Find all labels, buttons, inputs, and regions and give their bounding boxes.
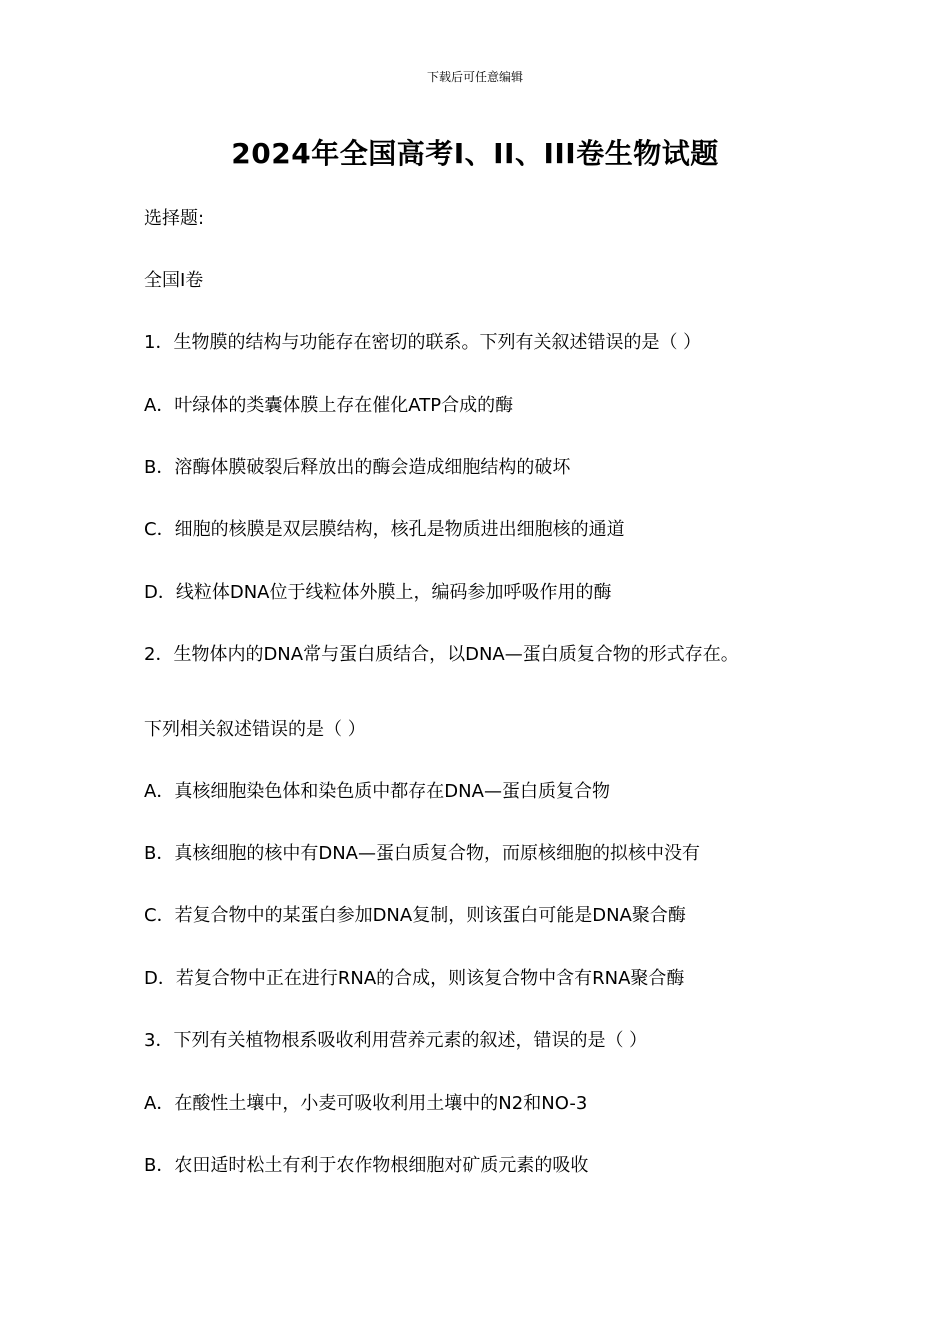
question-2-option-d: D．若复合物中正在进行RNA的合成，则该复合物中含有RNA聚合酶 xyxy=(144,968,685,989)
question-2-stem: 2．生物体内的DNA常与蛋白质结合，以DNA—蛋白质复合物的形式存在。 xyxy=(144,644,739,665)
question-1-option-b: B．溶酶体膜破裂后释放出的酶会造成细胞结构的破坏 xyxy=(144,457,571,478)
question-1-option-a: A．叶绿体的类囊体膜上存在催化ATP合成的酶 xyxy=(144,395,514,416)
question-1-option-c: C．细胞的核膜是双层膜结构，核孔是物质进出细胞核的通道 xyxy=(144,519,625,540)
question-3-option-b: B．农田适时松土有利于农作物根细胞对矿质元素的吸收 xyxy=(144,1155,589,1176)
question-3-option-a: A．在酸性土壤中，小麦可吸收利用土壤中的N2和NO-3 xyxy=(144,1093,588,1114)
question-1-option-d: D．线粒体DNA位于线粒体外膜上，编码参加呼吸作用的酶 xyxy=(144,582,612,603)
section-label: 选择题: xyxy=(144,208,205,229)
question-2-option-c: C．若复合物中的某蛋白参加DNA复制，则该蛋白可能是DNA聚合酶 xyxy=(144,905,686,926)
question-1-stem: 1．生物膜的结构与功能存在密切的联系。下列有关叙述错误的是（ ） xyxy=(144,332,702,353)
volume-label: 全国I卷 xyxy=(144,270,204,291)
question-2-option-b: B．真核细胞的核中有DNA—蛋白质复合物，而原核细胞的拟核中没有 xyxy=(144,843,700,864)
question-2-option-a: A．真核细胞染色体和染色质中都存在DNA—蛋白质复合物 xyxy=(144,781,610,802)
question-3-stem: 3．下列有关植物根系吸收利用营养元素的叙述，错误的是（ ） xyxy=(144,1030,648,1051)
question-2-stem-continued: 下列相关叙述错误的是（ ） xyxy=(144,719,366,740)
document-title: 2024年全国高考I、II、III卷生物试题 xyxy=(231,137,719,170)
header-note: 下载后可任意编辑 xyxy=(426,70,523,84)
